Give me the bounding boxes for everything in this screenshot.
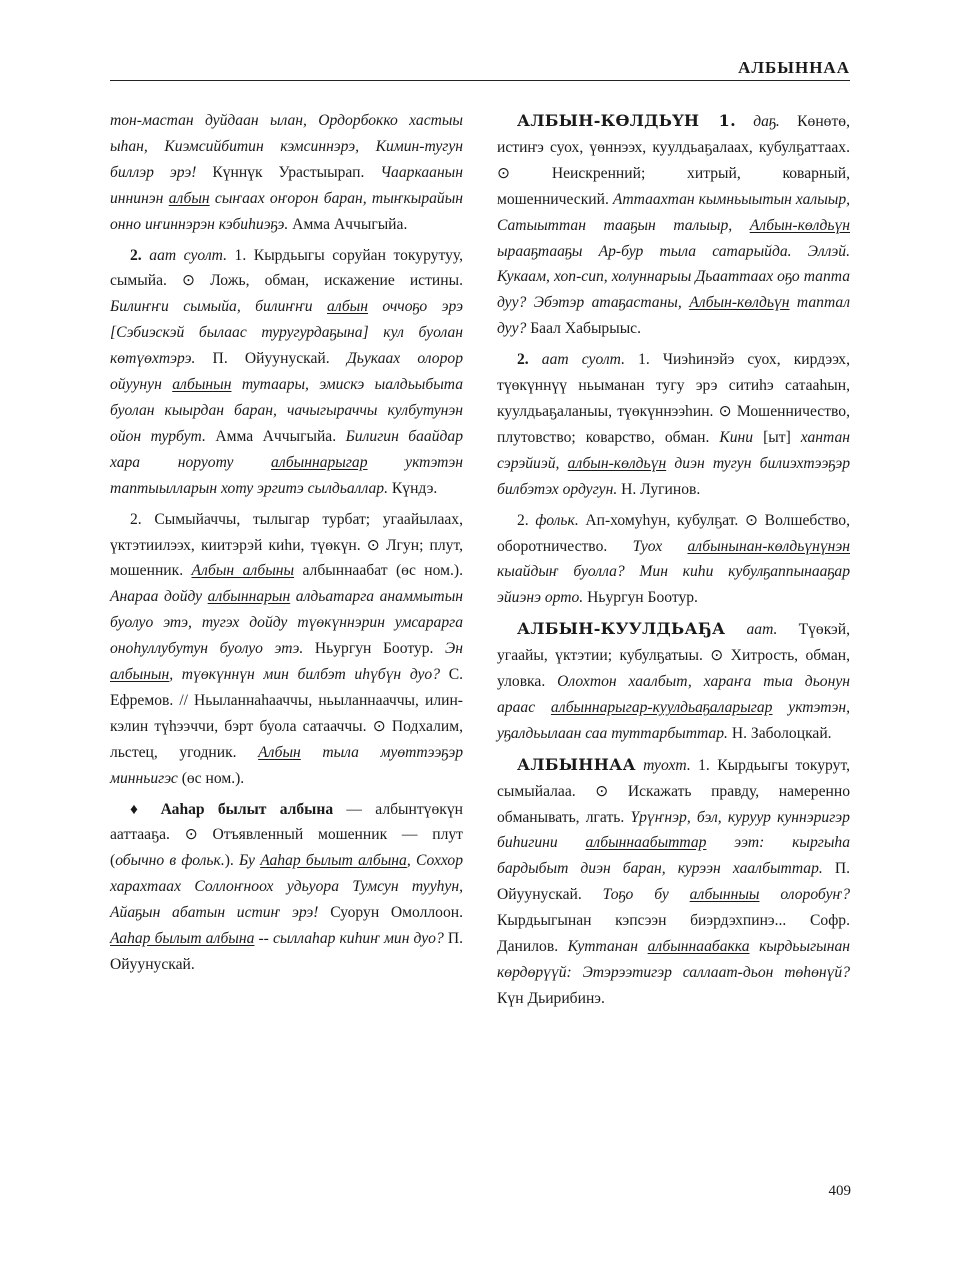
- text-run: кыайдыҥ буолла? Мин киһи кубулҕаппынааҕар эйиэнэ орто.: [497, 563, 850, 607]
- text-run: Билиҥҥи сымыйа, билиҥҥи: [110, 298, 328, 316]
- text-run: П. Ойуунускай.: [497, 860, 850, 904]
- left-column: [110, 108, 463, 978]
- text-run: Эн: [445, 640, 463, 658]
- highlighted-example-word: Албын: [258, 743, 301, 761]
- text-run: Н. Заболоцкай.: [727, 724, 832, 742]
- text-run: Күннүк Урастыырап.: [196, 163, 381, 181]
- text-run: Баал Хабырыыс.: [526, 320, 642, 338]
- text-run: Көнөтө, истиҥэ суох, үөннээх, куулдьаҕалаах, кубулҕаттаах. ⊙ Неискренний; хитрый, коварный, мошеннический.: [497, 113, 850, 208]
- text-run: , Соххор харахтаах Соллоҥноох удьуора Тумсун тууһун, Айаҕын абатын истиҥ эрэ!: [110, 852, 463, 922]
- headword: АЛБЫН-КӨЛДЬҮН 1.: [517, 111, 736, 130]
- text-run: Суорун Омоллоон.: [318, 904, 464, 922]
- text-run: Тоҕо бу: [602, 886, 690, 904]
- headword: АЛБЫННАА: [517, 754, 636, 774]
- text-run: 2.: [517, 511, 536, 529]
- highlighted-example-word: Албын-көлдьүн: [749, 216, 850, 234]
- idiom-entry: [110, 797, 463, 978]
- text-run: (өс ном.).: [387, 562, 463, 580]
- text-run: Ньургун Боотур.: [583, 589, 698, 607]
- text-run: аат суолт.: [528, 351, 626, 369]
- highlighted-example-word: албыннарыгар: [271, 453, 368, 471]
- highlighted-example-word: албын: [168, 189, 210, 207]
- text-run: Күндэ.: [387, 479, 438, 497]
- text-run: Куттанан: [567, 938, 648, 956]
- entry-sense-2: [110, 243, 463, 502]
- highlighted-example-word: албынын: [110, 666, 170, 684]
- text-run: ).: [224, 852, 240, 870]
- highlighted-example-word: албын: [327, 298, 368, 316]
- text-run: Чааркаанын иннинэн: [110, 163, 463, 207]
- text-run: Ньургун Боотур.: [303, 640, 446, 658]
- text-run: таптал дуу?: [497, 294, 850, 338]
- text-run: С. Ефремов. // Ньыланнаһааччы, ньыланнааччы, илин-кэлин түһээччи, бэрт буола сатааччы. ⊙ Подхалим, льстец, угодник.: [110, 666, 463, 761]
- text-run: уктэтэн, уҕалдьылаан саа туттарбыттар.: [497, 698, 850, 742]
- text-run: 2.: [517, 351, 529, 369]
- text-run: Амма Аччыгыйа.: [288, 215, 408, 233]
- text-run: Кырдьыгынан кэпсээн биэрдэхпинэ... Софр. Данилов.: [497, 912, 850, 956]
- text-run: уктэтэн таптыылларын хоту эргитэ сылдьаллар.: [110, 453, 463, 497]
- text-run: Үрүҥнэр, бэл, куруур куннэригэр биһигини: [497, 808, 850, 852]
- text-run: ♦ Ааһар былыт албына: [130, 800, 334, 818]
- entry-sense-2-2: [110, 507, 463, 792]
- headword: АЛБЫН-КУУЛДЬАҔА: [517, 619, 726, 639]
- text-run: Анараа дойду: [110, 588, 208, 606]
- text-run: 2.: [130, 246, 142, 264]
- text-run: алдьатарга анаммытын буолуо этэ, тугэх дойду түөкүннэрин умсарарга оноһуллубутун буолуо этэ.: [110, 588, 463, 658]
- text-run: Бу: [239, 852, 261, 870]
- highlighted-example-word: Ааһар былыт албына: [260, 852, 407, 870]
- text-run: хантан сэрэйиэй,: [497, 428, 850, 472]
- text-run: -- сыллаһар киһиҥ мин дуо?: [254, 930, 444, 948]
- highlighted-example-word: албыннаабыттар: [585, 834, 707, 852]
- text-run: Туох: [632, 537, 688, 555]
- text-run: 1. Чиэһинэйэ суох, кирдээх, түөкүннүү ньыманан тугу эрэ ситиһэ сатааһын, куулдьаҕаланыы, түөкүннээһин. ⊙ Мошенничество, плутовство; коварство, обман.: [497, 351, 850, 446]
- text-run: — албынтүөкүн ааттааҕа. ⊙ Отъявленный мошенник — плут (: [110, 800, 463, 870]
- highlighted-example-word: албыннарыгар-куулдьаҕаларыгар: [550, 698, 773, 716]
- text-run: аат суолт.: [141, 246, 227, 264]
- highlighted-example-word: албын-көлдьүн: [567, 454, 667, 472]
- text-run: , түөкүннүн мин билбэт иһүбүн дуо?: [169, 666, 441, 684]
- text-run: 2. Сымыйаччы, тылыгар турбат; угаайылаах, үктэтиилээх, киитэрэй киһи, түөкүн. ⊙ Лгун; плут, мошенник.: [110, 510, 463, 580]
- right-column: [497, 108, 850, 1012]
- text-run: тыла муөттээҕэр минньигэс: [110, 743, 464, 787]
- text-run: сыҥаах оҥорон баран, тыҥкырайын онно иҥиннэрэн кэбиһиэҕэ.: [110, 189, 464, 233]
- entry-albyn-koldun: [497, 108, 850, 342]
- entry-albynnaa: [497, 752, 850, 1012]
- text-run: Түөкэй, угаайы, үктэтии; кубулҕатыы. ⊙ Хитрость, обман, уловка.: [497, 621, 850, 691]
- text-run: ырааҕтааҕы Ар-бур тыла сатарыйда. Эллэй. Кукаам, хоп-сип, холуннарыы Дьааттаах оҕо тапта дуу? Эбэтэр атаҕастаны,: [497, 242, 850, 312]
- header-rule: [110, 80, 850, 81]
- text-run: Олохтон хаалбыт, хараҥа тыа дьонун араас: [497, 673, 850, 716]
- highlighted-example-word: албыннарын: [207, 588, 291, 606]
- entry-albyn-koldun-sense-2-2: [497, 508, 850, 612]
- running-header: [110, 58, 850, 82]
- highlighted-example-word: Албын-көлдьүн: [689, 294, 790, 312]
- text-run: Күн Дьирибинэ.: [497, 989, 605, 1007]
- highlighted-example-word: албынынан-көлдьүнүнэн: [687, 537, 850, 555]
- text-run: даҕ.: [735, 113, 780, 130]
- highlighted-example-word: албынныы: [689, 886, 760, 904]
- text-run: оччоҕо эрэ [Сэбиэскэй былаас туругурдаҕына] кул буолан көтүөхтэрэ.: [110, 298, 464, 368]
- text-run: Н. Лугинов.: [617, 480, 701, 498]
- text-run: диэн тугун билиэхтээҕэр билбэтэх ордугун.: [497, 454, 850, 498]
- text-run: олоробуҥ?: [759, 886, 850, 904]
- text-run: албыннаабат: [294, 562, 388, 580]
- text-run: Билигин баайдар хара норуоту: [110, 427, 464, 471]
- text-run: аат.: [725, 621, 778, 639]
- text-run: обычно в фольк.: [115, 852, 225, 870]
- text-run: Дьукаах олорор ойуунун: [110, 350, 463, 394]
- highlighted-example-word: Албын албыны: [191, 562, 295, 580]
- entry-albyn-koldun-sense-2: [497, 347, 850, 502]
- text-run: Амма Аччыгыйа.: [205, 427, 346, 445]
- text-run: П. Ойуунускай.: [195, 350, 347, 368]
- text-run: фольк.: [535, 511, 579, 529]
- text-run: кырдьыгынан көрдөрүүй: Этэрээтигэр саллаат-дьон төһөнүй?: [497, 938, 850, 981]
- text-run: 1. Кырдьыгы соруйан токурутуу, сымыйа. ⊙ Ложь, обман, искажение истины.: [110, 246, 463, 290]
- highlighted-example-word: Ааһар былыт албына: [110, 930, 255, 948]
- highlighted-example-word: албыннаабакка: [647, 938, 750, 956]
- highlighted-example-word: албынын: [172, 376, 232, 394]
- text-run: ээт: кыргыһа бардыбыт диэн баран, курээн хаалбыттар.: [497, 834, 851, 878]
- text-run: П. Ойуунускай.: [110, 930, 463, 973]
- text-run: туохт.: [635, 756, 691, 774]
- header-title: АЛБЫННАА: [738, 58, 850, 77]
- text-run: 1. Кырдьыгы токурут, сымыйалаа. ⊙ Искажать правду, намеренно обманывать, лгать.: [497, 756, 850, 826]
- text-run: [ыт]: [753, 428, 801, 446]
- text-run: Аттаахтан кымньыытын халыыр, Сатыыттан тааҕын талыыр,: [497, 190, 851, 234]
- text-run: (өс ном.).: [177, 769, 245, 787]
- text-run: Ап-хомуһун, кубулҕат. ⊙ Волшебство, оборотничество.: [497, 511, 851, 555]
- text-run: Кини: [719, 428, 754, 446]
- entry-albyn-kuuldaga: [497, 616, 850, 747]
- text-run: тон-мастан дуйдаан ылан, Ордорбокко хастыы ыһан, Киэмсийбитин кэмсиннэрэ, Кимин-тугун биллэр эрэ!: [110, 112, 463, 181]
- page-number: 409: [828, 1183, 851, 1199]
- entry-continuation: [110, 108, 463, 238]
- text-run: тутаары, эмискэ ыалдьыбыта буолан кыырдан баран, чачыгыраччы кулбутунэн ойон турбут.: [110, 376, 464, 445]
